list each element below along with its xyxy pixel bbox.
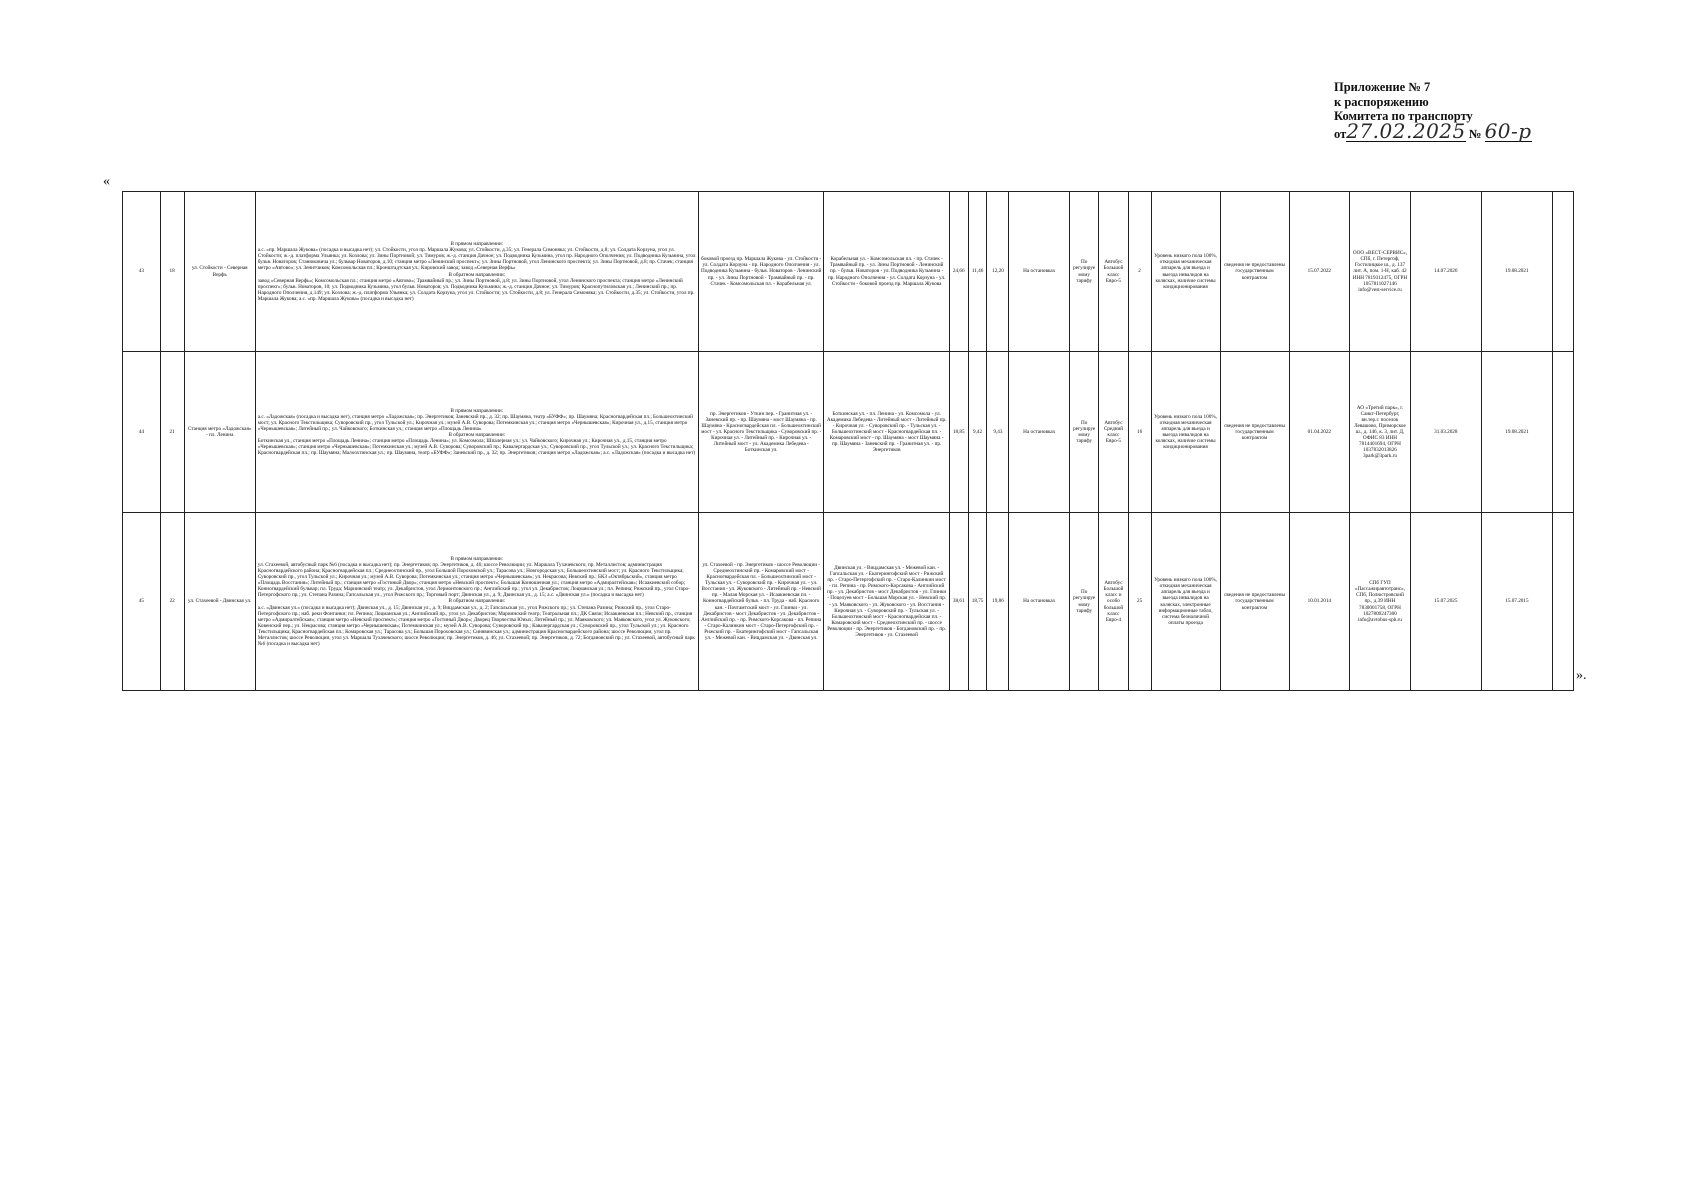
backward-stops: Боткинская ул., станция метро «Площадь Ленина»; станция метро «Площадь Ленина»; ул. Комсомола; Шпалерная ул.; ул. Чайковского; Кирочная ул.; Кирочная ул., д.15, станция метро «Чернышевская»; станция метро «Чернышевская»; Потемкинская ул.; музей А.В. Суворова; Суворовский пр.; Кавалергардская ул.; Суворовский пр., угол Тульской ул.; ул. Красного Текстильщика; Красногвардейская пл.; пр. Шаумяна; Малоохтинская ул.; пр. Шаумяна, театр «БУФФ»; Заневский пр., д. 32; пр. Энергетиков; станция метро «Ладожская»; а.с. «Ладожская» (посадка и высадка нет) [257, 438, 696, 457]
stops-list-cell [255, 352, 698, 513]
appendix-title: Приложение № 7 [1334, 80, 1431, 94]
length-total-cell: 18,85 [949, 352, 968, 513]
handwritten-date: 27.02.2025 [1346, 118, 1466, 143]
length-total-cell: 38,61 [949, 513, 968, 691]
tariff-cell: По регулируемому тарифу [1070, 513, 1099, 691]
row-number-cell: 45 [123, 513, 161, 691]
backward-title: В обратном направлении: [448, 432, 506, 438]
backward-stops: завод «Северная Верфь»; Комсомольская пл.; станция метро «Автово»; Трамвайный пр.; ул. Зины Портновой, д.8; ул. Зины Портновой, угол Ленинского проспекта; станция метро «Ленинский проспект»; бульв. Новаторов, 10; ул. Подводника Кузьмина, угол бульв. Новаторов; ул. Подводника Кузьмина; ж.-д. станция Дачное; ул. Тимуров; Краснопутиловская ул.; Ленинский пр.; пр. Народного Ополчения, д.149; ул. Козлова; ж.-д. платформа Ульянка; ул. Солдата Корзуна, угол ул. Стойкости; ул. Стойкости, д.8; ул. Генерала Симоняка; ул. Стойкости, д.35; ул. Стойкости, угол пр. Маршала Жукова; а.с. «пр. Маршала Жукова» (посадка и высадка нет) [257, 277, 695, 302]
row-number-cell: 43 [123, 192, 161, 352]
vehicle-count-cell: 25 [1128, 513, 1151, 691]
forward-title: В прямом направлении: [450, 241, 504, 248]
handwritten-number: 60-р [1484, 118, 1532, 143]
route-name-cell: ул. Стахеевой - Двинская ул. [184, 513, 255, 691]
vehicle-class-cell: Автобус Средний класс Евро-5 [1099, 352, 1128, 513]
contract-info-cell: сведения не предоставлены государственным контрактом [1220, 192, 1289, 352]
env-features-cell: Уровень низкого пола 100%, откидная механическая аппарель для въезда и выезда инвалидов на колясках, электронные информационные табло, система безналичной оплаты проезда [1151, 513, 1220, 691]
start-date-cell: 15.07.2022 [1289, 192, 1350, 352]
length-forward-cell: 18,75 [968, 513, 987, 691]
vehicle-count-cell: 2 [1128, 192, 1151, 352]
vehicle-class-cell: Автобус Большой класс и особо большой класс Евро-4 [1099, 513, 1128, 691]
end-date-cell: 15.07.2025 [1410, 513, 1481, 691]
forward-stops: ул. Стахеевой, автобусный парк №6 (посадка и высадка нет); пр. Энергетиков; пр. Энергетиков, д. 46; шоссе Революции; ул. Маршала Тухачевского; пр. Металлистов; администрация Красногвардейского района; Красногвардейская пл.; Среднеохтинский пр., угол Большой Пороховской ул.; Тарасова ул.; Новгородская ул.; Большеохтинский мост; ул. Красного Текстильщика; Суворовский пр., угол Тульской ул.; Кирочная ул.; музей А.В. Суворова; Потемкинская ул.; станция метро «Чернышевская»; ул. Некрасова; Невский пр.; БКЗ «Октябрьский», станция метро «Площадь Восстания»; Литейный пр.; станция метро «Гостиный Двор»; станция метро «Невский проспект»; Большая Конюшенная ул.; станция метро «Адмиралтейская»; Исаакиевский собор; Конногвардейский бульвар; пл. Труда; Мариинский театр; ул. Декабристов, угол Лермонтовского пр.; Английский пр.; угол ул. Декабристов; Лоцманская ул.; пл. Репина; Рижский пр., угол Старо-Петергофского пр.; ул. Степана Разина; Гапсальская ул., угол Рижского пр.; Торговый порт; Двинская ул., д. 9; Двинская ул., д. 15; а.с. «Двинская ул.» (посадка и высадка нет) [257, 561, 690, 599]
quote-open: « [103, 174, 110, 189]
contract-info-cell: сведения не предоставлены государственным контрактом [1220, 352, 1289, 513]
registry-date-cell: 15.07.2015 [1481, 513, 1552, 691]
empty-cell [1552, 513, 1573, 691]
length-backward-cell: 12,20 [987, 192, 1009, 352]
table-row [123, 192, 1574, 352]
stops-order-cell: На остановках [1009, 352, 1070, 513]
start-date-cell: 01.04.2022 [1289, 352, 1350, 513]
start-date-cell: 10.01.2014 [1289, 513, 1350, 691]
appendix-ref: к распоряжению [1334, 94, 1429, 109]
route-number-cell: 22 [160, 513, 184, 691]
carrier-cell: СПб ГУП «Пассажиравтотранс», СПб, Полюстровский пр., д.39 ИНН 7830001758, ОГРН 1027809247300 info@avtobus-spb.ru [1350, 513, 1411, 691]
stops-list-cell [255, 192, 698, 352]
quote-close: ». [1576, 668, 1587, 683]
carrier-cell: АО «Третий парк», г. Санкт-Петербург, вн.тер.г. поселок Левашово, Приморское ш., д. 146, к. 3, лит. Д, ОФИС 83 ИНН 7814401694, ОГРН 1037832013826 3park@3park.ru [1350, 352, 1411, 513]
registry-date-cell: 19.08.2021 [1481, 352, 1552, 513]
stops-list-cell [255, 513, 698, 691]
end-date-cell: 31.03.2028 [1410, 352, 1481, 513]
streets-forward-cell: пр. Энергетиков - Уткин пер. - Гранитная ул. - Заневский пр. - пр. Шаумяна - мост Шаумяна - пр. Шаумяна - Красногвардейская пл. - Большеохтинский мост - ул. Красного Текстильщика - Суворовский пр. - Кирочная ул. - Литейный пр. - Кирочная ул. - Литейный мост - ул. Академика Лебедева - Боткинская ул. [698, 352, 823, 513]
tariff-cell: По регулируемому тарифу [1070, 352, 1099, 513]
forward-title: В прямом направлении: [450, 407, 504, 414]
vehicle-class-cell: Автобус Большой класс Евро-5 [1099, 192, 1128, 352]
empty-cell [1552, 192, 1573, 352]
vehicle-count-cell: 16 [1128, 352, 1151, 513]
contract-info-cell: сведения не предоставлены государственным контрактом [1220, 513, 1289, 691]
streets-backward-cell: Боткинская ул. - пл. Ленина - ул. Комсомола - ул. Академика Лебедева - Литейный мост - Литейный пр. - Кирочная ул. - Суворовский пр. - Тульская ул. - Большеохтинский мост - Красногвардейская пл. - Комаровский мост - пр. Шаумяна - мост Шаумяна - пр. Шаумяна - Заневский пр. - Гранитная ул. - пр. Энергетиков [824, 352, 949, 513]
stops-order-cell: На остановках [1009, 513, 1070, 691]
env-features-cell: Уровень низкого пола 100%, откидная механическая аппарель для въезда и выезда инвалидов на колясках, наличие системы кондиционирования [1151, 192, 1220, 352]
backward-title: В обратном направлении: [448, 271, 506, 278]
route-name-cell: ул. Стойкости - Северная Верфь [184, 192, 255, 352]
tariff-cell: По регулируемому тарифу [1070, 192, 1099, 352]
routes-table [122, 191, 1574, 691]
row-number-cell: 44 [123, 352, 161, 513]
appendix-header [1334, 80, 1664, 142]
carrier-cell: ООО «ВЕСТ-СЕРВИС», СПб, г. Петергоф, Гостилицкое ш., д. 137 лит. А, пом. 1-Н, каб. 42 ИНН 7819312475, ОГРН 1057811027146 info@vest-service.ru [1350, 192, 1411, 352]
route-number-cell: 18 [160, 192, 184, 352]
forward-stops: а.с. «Ладожская» (посадка и высадка нет), станция метро «Ладожская»; пр. Энергетиков; Заневский пр., д. 32; пр. Шаумяна, театр «БУФФ»; пр. Шаумяна; Красногвардейская пл.; Большеохтинский мост; ул. Красного Текстильщика; Суворовский пр., угол Тульской ул.; Кирочная ул.; музей А.В. Суворова; Потемкинская ул.; станция метро «Чернышевская»; Кирочная ул., д.15, станция метро «Чернышевская»; Литейный пр.; ул. Чайковского; Боткинская ул.; станция метро «Площадь Ленина» [257, 413, 693, 432]
route-number-cell: 21 [160, 352, 184, 513]
number-prefix: № [1468, 126, 1482, 141]
length-forward-cell: 9,42 [968, 352, 987, 513]
forward-stops: а.с. «пр. Маршала Жукова» (посадка и высадка нет); ул. Стойкости, угол пр. Маршала Жукова; ул. Стойкости, д.35; ул. Генерала Симоняка; ул. Стойкости, д.8; ул. Солдата Корзуна, угол ул. Стойкости; ж.-д. платформа Ульянка; ул. Козлова; ул. Зины Портновой; ул. Тимуров; ж.-д. станция Дачное; ул. Подводника Кузьмина, угол пр. Народного Ополчения; ул. Подводника Кузьмина, угол бульв. Новаторов; Станюковича ул.; бульвар Новаторов, д.10; станция метро «Ленинский проспект»; ул. Зины Портновой, угол Ленинского проспекта; ул. Зины Портновой, д.8; пр. Стачек; станция метро «Автово»; ул. Зенитчиков; Комсомольская пл.; Кронштадтская ул.; Кировский завод; завод «Северная Верфь» [257, 247, 696, 272]
length-forward-cell: 11,46 [968, 192, 987, 352]
streets-backward-cell: Двинская ул. - Вицдамская ул. - Межевой кан. - Гапсальская ул. - Екатерингофский мост - Рижский пр. - Старо-Петергофский пр. - Старо-Калинкин мост - пл. Репина - пр. Римского-Корсакова - Английский пр. - ул. Декабристов - мост Декабристов - ул. Глинки - Поцелуев мост - Большая Морская ул. - Невский пр. - ул. Маяковского - ул. Жуковского - ул. Восстания - Кирочная ул. - Суворовский пр. - Тульская ул. - Большеохтинский мост - Красногвардейская пл. - Комаровский мост - Среднеохтинский пр. - шоссе Революции - пр. Энергетиков - Богдановский пр. - пр. Энергетиков - ул. Стахеевой [824, 513, 949, 691]
end-date-cell: 14.07.2026 [1410, 192, 1481, 352]
appendix-committee: Комитета по транспорту [1334, 109, 1473, 123]
streets-backward-cell: Корабельная ул. - Комсомольская пл. - пр. Стачек - Трамвайный пр. - ул. Зины Портновой - Ленинский пр. - бульв. Новаторов - ул. Подводника Кузьмина - пр. Народного Ополчения - ул. Солдата Корзуна - ул. Стойкости - боковой проезд пр. Маршала Жукова [824, 192, 949, 352]
appendix-date-line [1334, 118, 1664, 143]
length-backward-cell: 9,43 [987, 352, 1009, 513]
route-name-cell: Станция метро «Ладожская» - пл. Ленина [184, 352, 255, 513]
table-row [123, 513, 1574, 691]
table-row [123, 352, 1574, 513]
date-prefix: от [1334, 126, 1347, 141]
env-features-cell: Уровень низкого пола 100%, откидная механическая аппарель для въезда и выезда инвалидов на колясках, наличие системы кондиционирования [1151, 352, 1220, 513]
backward-stops: а.с. «Двинская ул.» (посадка и высадка нет); Двинская ул., д. 15; Двинская ул., д. 9; Вицдамская ул., д. 2; Гапсальская ул., угол Рижского пр.; ул. Степана Разина; Рижский пр., угол Старо-Петергофского пр.; наб. реки Фонтанки; пл. Репина; Лоцманская ул.; Английский пр., угол ул. Декабристов; Мариинский театр; Театральная пл.; ДК Связи; Исаакиевская пл.; Невский пр., станция метро «Адмиралтейская»; станция метро «Невский проспект»; станция метро «Гостиный Двор»; Дворец Творчества Юных; Литейный пр.; ул. Маяковского; ул. Маяковского, угол ул. Жуковского; Ковенский пер.; ул. Некрасова; станция метро «Чернышевская»; Потемкинская ул.; музей А.В. Суворова; Суворовский пр.; Кавалергардская ул.; Суворовский пр., угол Тульской ул.; ул. Красного Текстильщика; Красногвардейская пл.; Комаровская ул.; Тарасова ул.; Большая Пороховская ул.; Синявинская ул.; администрация Красногвардейского района; шоссе Революции, угол пр. Металлистов; шоссе Революции, угол ул. Маршала Тухачевского; шоссе Революции; пр. Энергетиков, д. 46; ул. Стахеевой; пр. Энергетиков, д. 72; Богдановский пр.; ул. Стахеевой, автобусный парк №6 (посадка и высадка нет) [257, 604, 695, 648]
length-total-cell: 24,66 [949, 192, 968, 352]
streets-forward-cell: ул. Стахеевой - пр. Энергетиков - шоссе Революции - Среднеохтинский пр. - Комаровский мост - Красногвардейская пл. - Большеохтинский мост - Тульская ул. - Суворовский пр. - Кирочная ул. - ул. Восстания - ул. Жуковского - Литейный пр. - Невский пр. - Малая Морская ул. - Исаакиевская пл. - Конногвардейский бульв. - пл. Труда - наб. Красного кан. - Почтамтский мост - ул. Глинки - ул. Декабристов - мост Декабристов - ул. Декабристов - Английский пр. - пр. Римского-Корсакова - пл. Репина - Старо-Калинкин мост - Старо-Петергофский пр. - Рижский пр. - Екатерингофский мост - Гапсальская ул. - Межевой кан. - Вицдамская ул. - Двинская ул. [698, 513, 823, 691]
stops-order-cell: На остановках [1009, 192, 1070, 352]
forward-title: В прямом направлении: [450, 555, 504, 562]
streets-forward-cell: боковой проезд пр. Маршала Жукова - ул. Стойкости - ул. Солдата Корзуна - пр. Народного Ополчения - ул. Подводника Кузьмина - бульв. Новаторов - Ленинский пр. - ул. Зины Портновой - Трамвайный пр. - пр. Стачек - Комсомольская пл. - Корабельная ул. [698, 192, 823, 352]
backward-title: В обратном направлении: [448, 598, 506, 605]
empty-cell [1552, 352, 1573, 513]
registry-date-cell: 19.08.2021 [1481, 192, 1552, 352]
length-backward-cell: 19,86 [987, 513, 1009, 691]
